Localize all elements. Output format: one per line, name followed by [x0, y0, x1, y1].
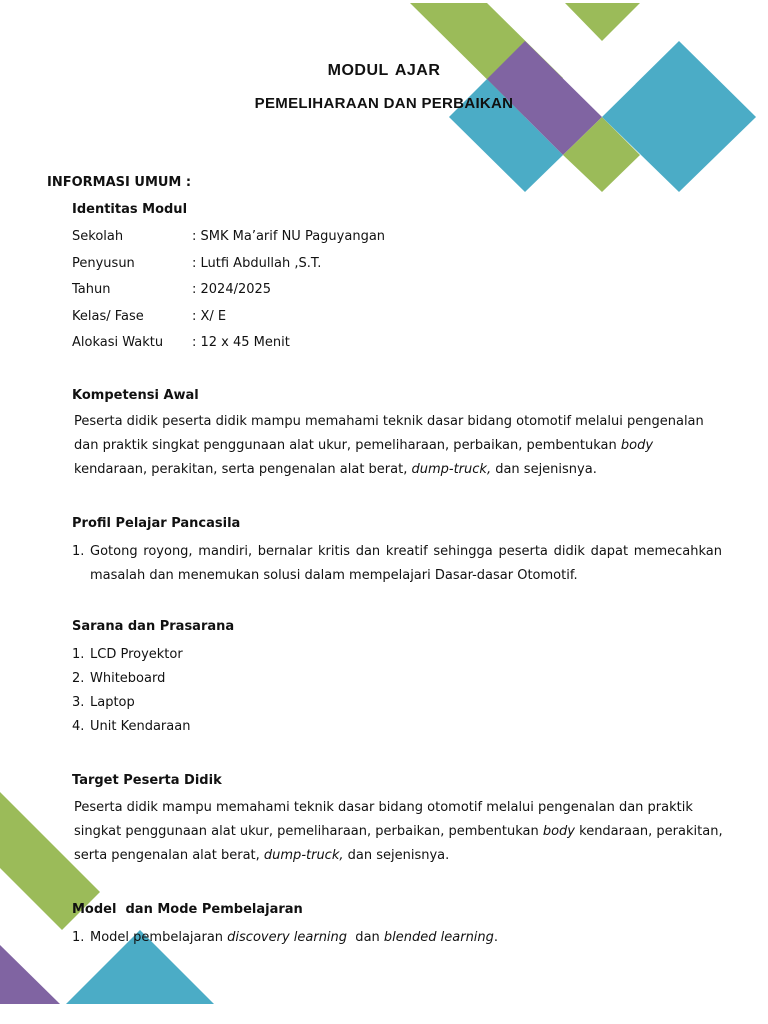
identity-label: Alokasi Waktu: [72, 335, 164, 350]
section-heading-profil-pelajar: Profil Pelajar Pancasila: [72, 516, 241, 531]
section-heading-model-pembelajaran: Model dan Mode Pembelajaran: [72, 902, 303, 917]
section-heading-informasi-umum: INFORMASI UMUM :: [47, 175, 192, 190]
list-item-italic-term: discovery learning: [227, 930, 348, 945]
list-item-italic-term: blended learning: [383, 930, 494, 945]
list-number: 1.: [72, 647, 85, 662]
identity-label: Sekolah: [72, 229, 124, 244]
identity-label: Kelas/ Fase: [72, 309, 144, 324]
list-item-text: Whiteboard: [90, 671, 166, 686]
section-heading-sarana-prasarana: Sarana dan Prasarana: [72, 619, 235, 634]
list-number: 2.: [72, 671, 85, 686]
list-item: [72, 715, 722, 739]
list-number: 1.: [72, 930, 85, 945]
section-heading-identitas-modul: Identitas Modul: [72, 202, 188, 217]
identity-value: : 2024/2025: [192, 282, 272, 297]
list-item-text: Unit Kendaraan: [90, 719, 191, 734]
sarana-list: [72, 643, 722, 739]
identity-row-penyusun: [72, 256, 321, 271]
paragraph-text: Peserta didik peserta didik mampu memahami teknik dasar bidang otomotif melalui pengenalan dan praktik singkat penggunaan alat ukur, pemeliharaan, perbaikan, pembentukan: [74, 414, 704, 453]
identity-row-tahun: [72, 282, 271, 297]
profil-pelajar-list: [72, 540, 722, 588]
green-triangle-top: [565, 3, 640, 41]
model-list: [72, 926, 722, 950]
list-item-text: Model pembelajaran: [90, 930, 228, 945]
paragraph-italic-term: dump-truck,: [263, 848, 344, 863]
identity-row-sekolah: [72, 229, 385, 244]
paragraph-italic-term: body: [620, 438, 654, 453]
list-item: [72, 926, 722, 950]
purple-triangle-bottom: [0, 945, 60, 1004]
list-item-text: LCD Proyektor: [90, 647, 183, 662]
list-number: 4.: [72, 719, 85, 734]
list-item-text: .: [493, 930, 499, 945]
identity-label: Tahun: [72, 282, 111, 297]
document-title: MODUL AJAR: [327, 62, 441, 79]
paragraph-text: dan sejenisnya.: [343, 848, 450, 863]
identity-value: : Lutfi Abdullah ,S.T.: [192, 256, 322, 271]
identity-row-alokasi-waktu: [72, 335, 290, 350]
list-item: [72, 667, 722, 691]
list-item-text: Gotong royong, mandiri, bernalar kritis dan kreatif sehingga peserta didik dapat memecahkan masalah dan menemukan solusi dalam mempelajari Dasar-dasar Otomotif.: [90, 544, 722, 583]
section-heading-target-peserta-didik: Target Peserta Didik: [72, 773, 222, 788]
paragraph-text: kendaraan, perakitan, serta pengenalan alat berat,: [74, 462, 412, 477]
identity-value: : 12 x 45 Menit: [192, 335, 290, 350]
paragraph-text: kendaraan, perakitan, serta pengenalan alat berat,: [74, 824, 723, 863]
kompetensi-awal-paragraph: [74, 410, 724, 482]
identity-row-kelas: [72, 309, 226, 324]
document-subtitle: PEMELIHARAAN DAN PERBAIKAN: [254, 95, 514, 112]
list-item: [72, 540, 722, 588]
list-item-text: Laptop: [90, 695, 135, 710]
list-item: [72, 643, 722, 667]
paragraph-text: dan sejenisnya.: [491, 462, 597, 477]
paragraph-italic-term: dump-truck,: [411, 462, 492, 477]
list-item-text: dan: [347, 930, 384, 945]
paragraph-italic-term: body: [542, 824, 575, 839]
list-number: 1.: [72, 544, 85, 559]
section-heading-kompetensi-awal: Kompetensi Awal: [72, 388, 199, 403]
list-number: 3.: [72, 695, 85, 710]
paragraph-text: Peserta didik mampu memahami teknik dasar bidang otomotif melalui pengenalan dan praktik singkat penggunaan alat ukur, pemeliharaan, perbaikan, pembentukan: [74, 800, 693, 839]
identity-value: : X/ E: [192, 309, 227, 324]
target-peserta-didik-paragraph: [74, 796, 724, 868]
identity-label: Penyusun: [72, 256, 135, 271]
list-item: [72, 691, 722, 715]
identity-value: : SMK Ma’arif NU Paguyangan: [192, 229, 386, 244]
